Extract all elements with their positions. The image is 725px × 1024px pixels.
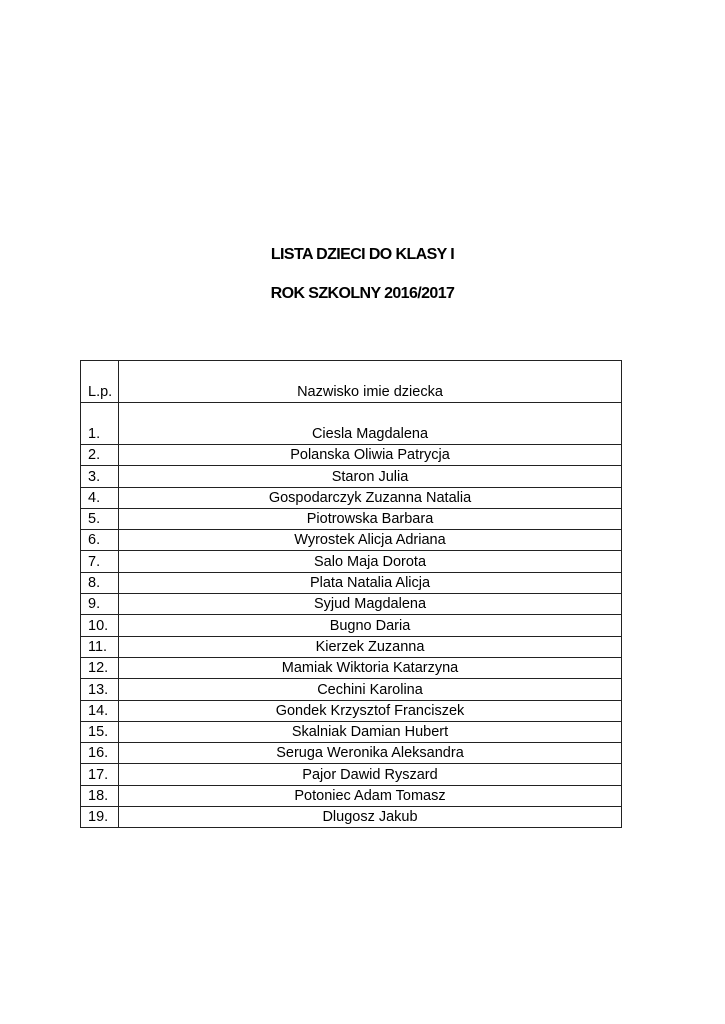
- row-number: 14.: [81, 700, 119, 721]
- row-number: 10.: [81, 615, 119, 636]
- row-child-name: Bugno Daria: [119, 615, 622, 636]
- row-number: 7.: [81, 551, 119, 572]
- row-number: 11.: [81, 636, 119, 657]
- table-row: [81, 764, 622, 785]
- table-row: [81, 466, 622, 487]
- row-child-name: Seruga Weronika Aleksandra: [119, 743, 622, 764]
- table-row: [81, 615, 622, 636]
- row-number: 13.: [81, 679, 119, 700]
- row-child-name: Potoniec Adam Tomasz: [119, 785, 622, 806]
- table-row: [81, 785, 622, 806]
- row-number: 19.: [81, 807, 119, 828]
- row-number: 2.: [81, 445, 119, 466]
- row-number: 9.: [81, 594, 119, 615]
- document-title: LISTA DZIECI DO KLASY I: [270, 246, 455, 263]
- table-row: [81, 636, 622, 657]
- row-number: 17.: [81, 764, 119, 785]
- table-row: [81, 743, 622, 764]
- row-child-name: Pajor Dawid Ryszard: [119, 764, 622, 785]
- row-number: 15.: [81, 721, 119, 742]
- row-child-name: Gospodarczyk Zuzanna Natalia: [119, 487, 622, 508]
- table-row: [81, 572, 622, 593]
- table-row: [81, 445, 622, 466]
- row-child-name: Cechini Karolina: [119, 679, 622, 700]
- row-child-name: Ciesla Magdalena: [119, 403, 622, 445]
- table-row: [81, 807, 622, 828]
- table-row: [81, 679, 622, 700]
- row-child-name: Plata Natalia Alicja: [119, 572, 622, 593]
- document-subtitle: ROK SZKOLNY 2016/2017: [270, 285, 455, 302]
- table-header-row: [81, 361, 622, 403]
- children-list-table: [80, 360, 622, 828]
- row-child-name: Kierzek Zuzanna: [119, 636, 622, 657]
- table-row: [81, 487, 622, 508]
- row-child-name: Gondek Krzysztof Franciszek: [119, 700, 622, 721]
- row-child-name: Wyrostek Alicja Adriana: [119, 530, 622, 551]
- table-row: [81, 403, 622, 445]
- table-row: [81, 657, 622, 678]
- row-number: 6.: [81, 530, 119, 551]
- header-name: Nazwisko imie dziecka: [119, 361, 622, 403]
- row-number: 12.: [81, 657, 119, 678]
- table-row: [81, 700, 622, 721]
- table-row: [81, 508, 622, 529]
- row-child-name: Skalniak Damian Hubert: [119, 721, 622, 742]
- row-number: 3.: [81, 466, 119, 487]
- row-child-name: Syjud Magdalena: [119, 594, 622, 615]
- table-row: [81, 551, 622, 572]
- row-number: 16.: [81, 743, 119, 764]
- table-row: [81, 721, 622, 742]
- row-child-name: Staron Julia: [119, 466, 622, 487]
- row-child-name: Salo Maja Dorota: [119, 551, 622, 572]
- row-child-name: Polanska Oliwia Patrycja: [119, 445, 622, 466]
- table-row: [81, 594, 622, 615]
- row-number: 18.: [81, 785, 119, 806]
- row-number: 1.: [81, 403, 119, 445]
- row-child-name: Mamiak Wiktoria Katarzyna: [119, 657, 622, 678]
- row-number: 4.: [81, 487, 119, 508]
- row-number: 8.: [81, 572, 119, 593]
- row-child-name: Dlugosz Jakub: [119, 807, 622, 828]
- row-child-name: Piotrowska Barbara: [119, 508, 622, 529]
- row-number: 5.: [81, 508, 119, 529]
- header-lp: L.p.: [81, 361, 119, 403]
- table-row: [81, 530, 622, 551]
